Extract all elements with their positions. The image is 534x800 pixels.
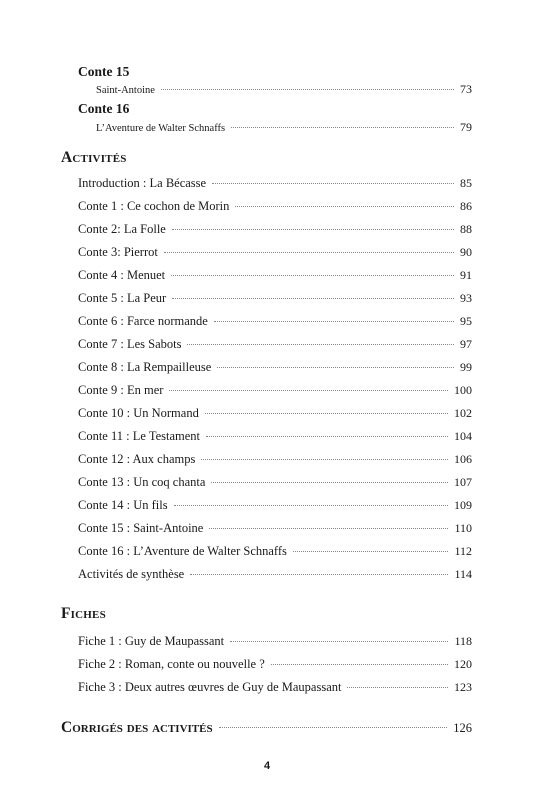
toc-entry[interactable] [78,656,472,672]
dot-leader [235,206,454,207]
toc-entry[interactable] [78,175,472,191]
toc-entry-label: Introduction : La Bécasse [78,176,207,190]
dot-leader [164,252,454,253]
toc-entry[interactable] [78,633,472,649]
dot-leader [214,321,454,322]
dot-leader [174,505,448,506]
dot-leader [230,641,448,642]
toc-entry-label: Conte 12 : Aux champs [78,452,196,466]
toc-entry-label: Conte 1 : Ce cochon de Morin [78,199,230,213]
toc-entry-page: 107 [454,475,472,489]
toc-entry-label: L’Aventure de Walter Schnaffs [96,123,226,134]
toc-entry-page: 120 [454,657,472,671]
dot-leader [271,664,448,665]
toc-entry[interactable] [78,336,472,352]
toc-entry[interactable] [96,81,472,99]
toc-entry-page: 110 [454,521,472,535]
toc-entry-label: Fiche 2 : Roman, conte ou nouvelle ? [78,657,265,671]
toc-entry[interactable] [78,221,472,237]
toc-entry[interactable] [78,520,472,536]
toc-entry-page: 86 [460,199,472,213]
toc-entry[interactable] [78,267,472,283]
toc-entry-page: 109 [454,498,472,512]
dot-leader [219,727,448,728]
toc-entry[interactable] [78,290,472,306]
conte-title: Conte 15 [78,64,130,79]
toc-entry-label: Conte 14 : Un fils [78,498,168,512]
toc-entry-label: Fiche 3 : Deux autres œuvres de Guy de Maupassant [78,680,342,694]
toc-entry-page: 73 [460,82,472,96]
toc-entry-page: 104 [454,429,472,443]
toc-entry-label: Conte 8 : La Rempailleuse [78,360,212,374]
toc-entry-label: Activités de synthèse [78,567,185,581]
toc-entry-page: 106 [454,452,472,466]
toc-entry-label: Conte 3: Pierrot [78,245,158,259]
toc-entry-page: 85 [460,176,472,190]
conte-title: Conte 16 [78,101,130,116]
toc-entry-label: Saint-Antoine [96,85,155,96]
toc-entry-corriges[interactable] [61,719,472,737]
dot-leader [209,528,448,529]
dot-leader [206,436,448,437]
dot-leader [187,344,454,345]
dot-leader [171,275,454,276]
section-heading-activites: Activités [61,149,127,166]
toc-entry-page: 97 [460,337,472,351]
toc-entry-label: Conte 11 : Le Testament [78,429,201,443]
toc-entry[interactable] [96,119,472,137]
dot-leader [211,482,448,483]
toc-entry[interactable] [78,244,472,260]
toc-entry-label: Conte 5 : La Peur [78,291,167,305]
toc-entry-label: Conte 15 : Saint-Antoine [78,521,204,535]
dot-leader [347,687,448,688]
toc-entry[interactable] [78,451,472,467]
toc-entry-page: 102 [454,406,472,420]
dot-leader [212,183,454,184]
toc-entry-label: Conte 4 : Menuet [78,268,166,282]
toc-entry-page: 79 [460,120,472,134]
toc-entry[interactable] [78,313,472,329]
toc-entry-label: Conte 6 : Farce normande [78,314,208,328]
toc-entry-label: Fiche 1 : Guy de Maupassant [78,634,225,648]
toc-entry[interactable] [78,198,472,214]
dot-leader [217,367,454,368]
dot-leader [169,390,448,391]
toc-entry[interactable] [78,428,472,444]
toc-entry-page: 90 [460,245,472,259]
toc-entry-page: 114 [454,567,472,581]
dot-leader [201,459,448,460]
dot-leader [205,413,448,414]
toc-entry[interactable] [78,405,472,421]
toc-entry-label: Conte 10 : Un Normand [78,406,199,420]
toc-entry-page: 126 [453,721,472,735]
dot-leader [172,229,454,230]
toc-entry-label: Conte 13 : Un coq chanta [78,475,206,489]
toc-entry-page: 99 [460,360,472,374]
section-heading-corriges: Corrigés des activités [61,719,213,736]
toc-entry-label: Conte 2: La Folle [78,222,166,236]
toc-entry-page: 123 [454,680,472,694]
dot-leader [231,127,454,128]
toc-entry[interactable] [78,382,472,398]
section-heading-fiches: Fiches [61,605,106,622]
toc-entry[interactable] [78,497,472,513]
toc-entry-label: Conte 16 : L’Aventure de Walter Schnaffs [78,544,287,558]
dot-leader [172,298,454,299]
toc-entry[interactable] [78,474,472,490]
toc-entry-label: Conte 9 : En mer [78,383,164,397]
toc-entry-page: 88 [460,222,472,236]
page-number: 4 [263,760,271,772]
dot-leader [293,551,449,552]
toc-entry-page: 95 [460,314,472,328]
toc-entry[interactable] [78,543,472,559]
toc-entry-page: 112 [454,544,472,558]
toc-entry-page: 118 [454,634,472,648]
toc-entry-page: 93 [460,291,472,305]
dot-leader [190,574,448,575]
toc-entry[interactable] [78,679,472,695]
toc-entry-page: 100 [454,383,472,397]
toc-entry-label: Conte 7 : Les Sabots [78,337,182,351]
toc-entry-page: 91 [460,268,472,282]
toc-entry[interactable] [78,359,472,375]
toc-entry[interactable] [78,566,472,582]
dot-leader [161,89,454,90]
